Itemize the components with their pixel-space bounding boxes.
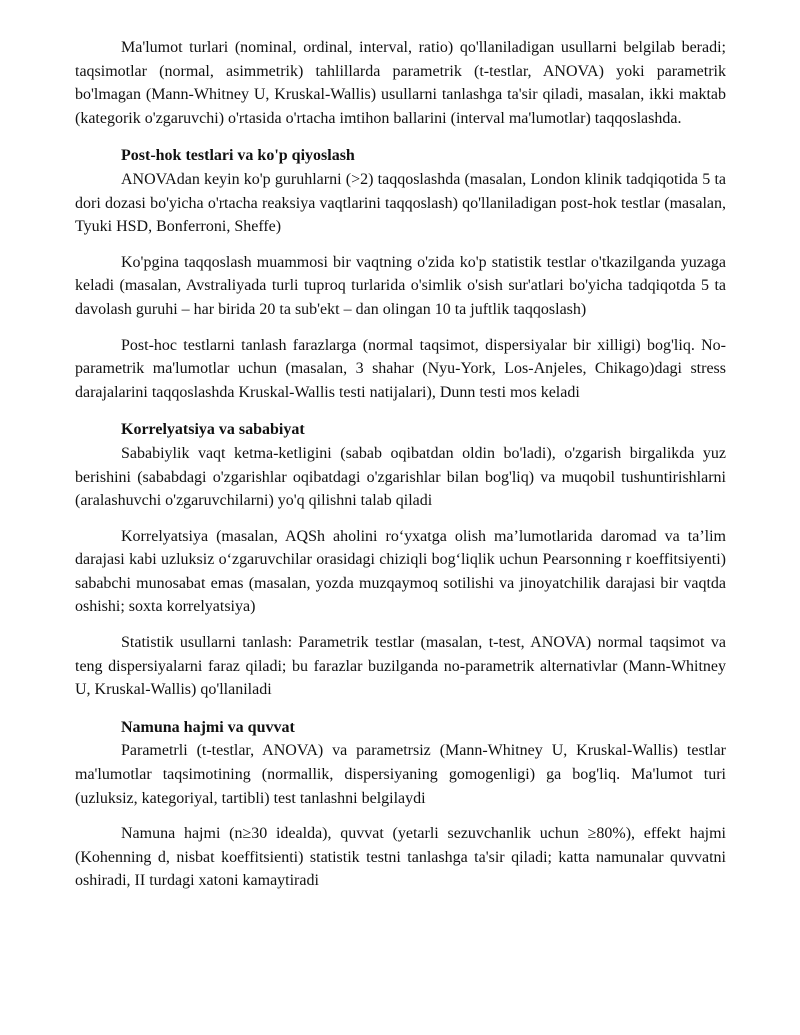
heading-post-hoc: Post-hok testlari va ko'p qiyoslash	[121, 147, 355, 165]
paragraph-post-hoc-3: Post-hoc testlarni tanlash farazlarga (normal taqsimot, dispersiyalar bir xilligi) bog'liq. No-parametrik ma'lumotlar uchun (masalan, 3 shahar (Nyu-York, Los-Anjeles, Chikago)dagi stress darajalarini taqqoslashda Kruskal-Wallis testi natijalari), Dunn testi mos keladi	[75, 336, 726, 401]
paragraph-correlation-2: Korrelyatsiya (masalan, AQSh aholini roʻyxatga olish maʼlumotlarida daromad va taʼlim darajasi kabi uzluksiz oʻzgaruvchilar orasidagi chiziqli bogʻliqlik uchun Pearsonning r koeffitsiyenti) sababchi munosabat emas (masalan, yozda muzqaymoq sotilishi va jinoyatchilik darajasi bir vaqtda oshishi; soxta korrelyatsiya)	[75, 527, 726, 616]
heading-correlation: Korrelyatsiya va sababiyat	[121, 421, 305, 439]
paragraph-correlation-3: Statistik usullarni tanlash: Parametrik testlar (masalan, t-test, ANOVA) normal taqsimot va teng dispersiyalarni faraz qiladi; bu farazlar buzilganda no-parametrik alternativlar (Mann-Whitney U, Kruskal-Wallis) qo'llaniladi	[75, 634, 726, 699]
paragraph-post-hoc-2: Ko'pgina taqqoslash muammosi bir vaqtning o'zida ko'p statistik testlar o'tkazilganda yuzaga keladi (masalan, Avstraliyada turli tuproq turlarida o'simlik o'sish sur'atlari bo'yicha tadqiqotda 5 ta davolash guruhi – har birida 20 ta sub'ekt – dan olingan 10 ta juftlik taqqoslash)	[75, 253, 726, 318]
paragraph-correlation-1: Sababiylik vaqt ketma-ketligini (sabab oqibatdan oldin bo'ladi), o'zgarish birgalikda yuz berishini (sababdagi o'zgarishlar oqibatdagi o'zgarishlar bilan bog'liq) va muqobil tushuntirishlarni (aralashuvchi o'zgaruvchilarni) yo'q qilishni talab qiladi	[75, 444, 726, 510]
paragraph-data-types: Ma'lumot turlari (nominal, ordinal, interval, ratio) qo'llaniladigan usullarni belgilab beradi; taqsimotlar (normal, asimmetrik) tahlillarda parametrik (t-testlar, ANOVA) yoki parametrik bo'lmagan (Mann-Whitney U, Kruskal-Wallis) usullarni tanlashga ta'sir qiladi, masalan, ikki maktab (kategorik o'zgaruvchi) o'rtasida o'rtacha imtihon ballarini (interval ma'lumotlar) taqqoslashda.	[75, 39, 726, 127]
paragraph-sample-size-1: Parametrli (t-testlar, ANOVA) va parametrsiz (Mann-Whitney U, Kruskal-Wallis) testlar ma'lumotlar taqsimotining (normallik, dispersiyaning gomogenligi) ga bog'liq. Ma'lumot turi (uzluksiz, kategoriyal, tartibli) test tanlashni belgilaydi	[75, 742, 726, 807]
paragraph-sample-size-2: Namuna hajmi (n≥30 idealda), quvvat (yetarli sezuvchanlik uchun ≥80%), effekt hajmi (Kohenning d, nisbat koeffitsienti) statistik testni tanlashga ta'sir qiladi; katta namunalar quvvatni oshiradi, II turdagi xatoni kamaytiradi	[75, 825, 726, 890]
document-page	[75, 36, 726, 905]
heading-sample-size: Namuna hajmi va quvvat	[121, 718, 295, 736]
paragraph-post-hoc-1: ANOVAdan keyin ko'p guruhlarni (>2) taqqoslashda (masalan, London klinik tadqiqotida 5 ta dori dozasi bo'yicha o'rtacha reaksiya vaqtlarini taqqoslash) qo'llaniladigan post-hok testlar (masalan, Tyuki HSD, Bonferroni, Sheffe)	[75, 170, 726, 236]
